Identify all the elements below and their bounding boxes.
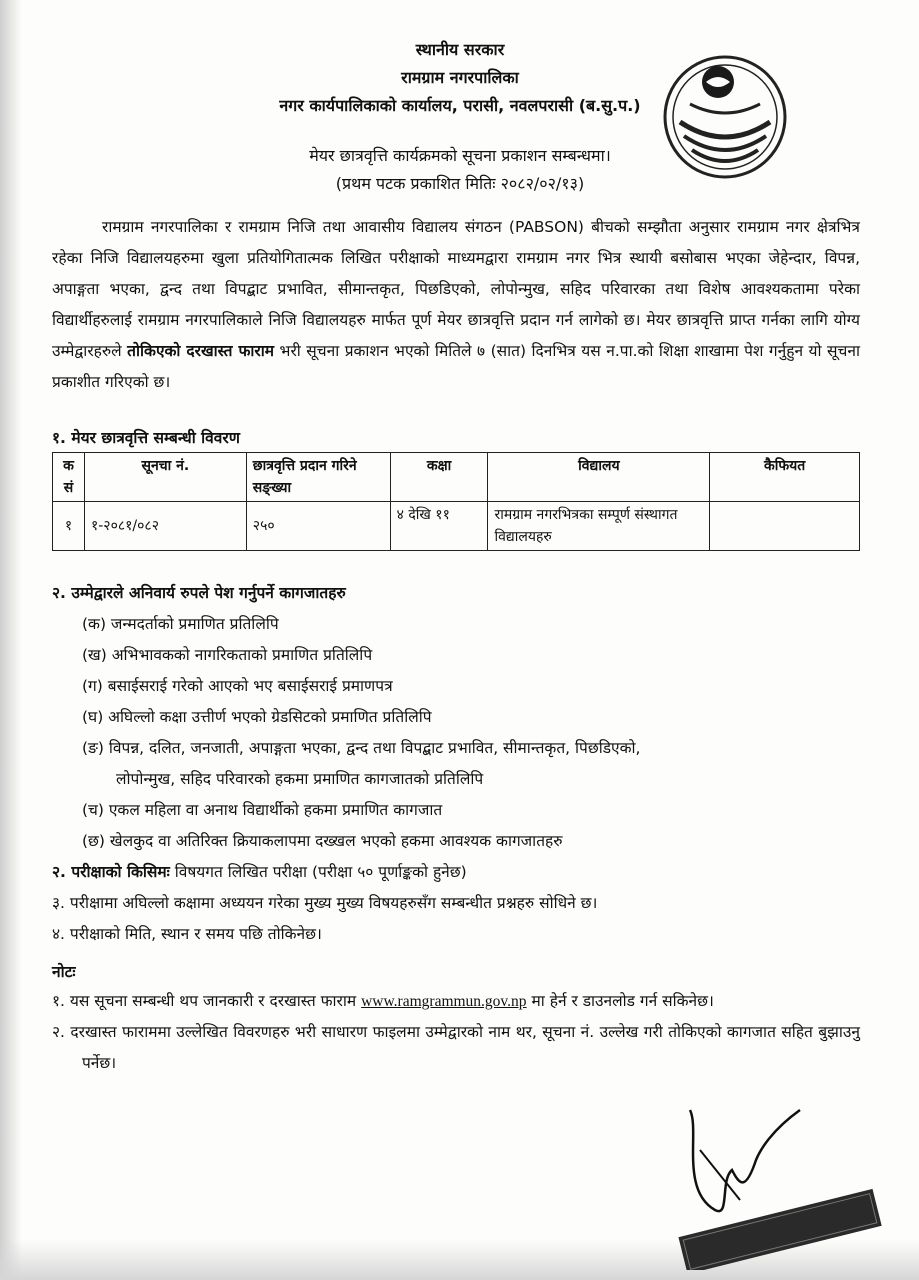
signature-stamp-icon xyxy=(660,1090,890,1270)
documents-section xyxy=(52,578,860,950)
list-item: (ङ) विपन्न, दलित, जनजाती, अपाङ्गता भएका, द्वन्द तथा विपद्बाट प्रभावित, सीमान्तकृत, पिछडिएको, xyxy=(82,739,641,757)
notes-title: नोटः xyxy=(52,963,76,981)
note-1-text-b: मा हेर्न र डाउनलोड गर्न सकिनेछ। xyxy=(531,992,714,1010)
letterhead xyxy=(200,36,720,120)
cell-notice-no: १-२०८१/०८२ xyxy=(84,502,246,551)
col-header-remarks: कैफियत xyxy=(710,453,860,502)
cell-remarks xyxy=(710,502,860,551)
intro-text-1: रामग्राम नगरपालिका र रामग्राम निजि तथा आवासीय विद्यालय संगठन (PABSON) बीचको सम्झौता अनुसार रामग्राम नगर क्षेत्रभित्र रहेका निजि विद्यालयहरुमा खुला प्रतियोगितात्मक लिखित परीक्षाको माध्यमद्वारा रामग्राम नगर भित्र स्थायी बसोबास भएका जेहेन्दार, विपन्न, अपाङ्गता भएका, द्वन्द तथा विपद्बाट प्रभावित, सीमान्तकृत, पिछडिएको, लोपोन्मुख, सहिद परिवारका तथा विशेष आवश्यकतामा परेका विद्यार्थीहरुलाई रामग्राम नगरपालिकाले निजि विद्यालयहरु मार्फत पूर्ण मेयर छात्रवृत्ति प्रदान गर्न लागेको छ। मेयर छात्रवृत्ति प्राप्त गर्नका लागि योग्य उम्मेद्वारहरुले xyxy=(52,218,860,360)
list-item: (क) जन्मदर्ताको प्रमाणित प्रतिलिपि xyxy=(82,615,279,633)
section-1-title: १. मेयर छात्रवृत्ति सम्बन्धी विवरण xyxy=(52,429,240,447)
website-link[interactable]: www.ramgrammun.gov.np xyxy=(361,993,527,1010)
col-header-serial: क सं xyxy=(53,453,85,502)
intro-bold-text: तोकिएको दरखास्त फाराम xyxy=(127,342,275,360)
subject-title: मेयर छात्रवृत्ति कार्यक्रमको सूचना प्रकाशन सम्बन्धमा। xyxy=(309,146,611,165)
exam-subject-point: ३. परीक्षामा अघिल्लो कक्षामा अध्ययन गरेका मुख्य मुख्य विषयहरुसँग सम्बन्धीत प्रश्नहरु सोधिने छ। xyxy=(52,894,598,912)
cell-class: ४ देखि ११ xyxy=(390,502,488,551)
note-item-1 xyxy=(52,986,860,1017)
table-header-row xyxy=(53,453,860,502)
note-item-2: २. दरखास्त फाराममा उल्लेखित विवरणहरु भरी साधारण फाइलमा उम्मेद्वारको नाम थर, सूचना नं. उल्लेख गरी तोकिएको कागजात सहित बुझाउनु पर्नेछ। xyxy=(52,1023,860,1072)
section-2-title: २. उम्मेद्वारले अनिवार्य रुपले पेश गर्नुपर्ने कागजातहरु xyxy=(52,584,346,602)
col-header-notice-no: सूनचा नं. xyxy=(84,453,246,502)
table-row xyxy=(53,502,860,551)
note-1-text-a: १. यस सूचना सम्बन्धी थप जानकारी र दरखास्त फाराम xyxy=(52,992,357,1010)
cell-school: रामग्राम नगरभित्रका सम्पूर्ण संस्थागत विद्यालयहरु xyxy=(488,502,710,551)
exam-type-text: विषयगत लिखित परीक्षा (परीक्षा ५० पूर्णाङ्कको हुनेछ) xyxy=(174,863,467,881)
list-item: (च) एकल महिला वा अनाथ विद्यार्थीको हकमा प्रमाणित कागजात xyxy=(82,801,443,819)
header-line-1: स्थानीय सरकार xyxy=(415,40,505,59)
list-item: (ग) बसाईसराई गरेको आएको भए बसाईसराई प्रमाणपत्र xyxy=(82,677,393,695)
notice-subject xyxy=(200,142,720,198)
intro-text-2: भरी सूचना प्रकाशन भएको मितिले ७ (सात) दिनभित्र यस न.पा.को शिक्षा शाखामा पेश गर्नुहुन यो सूचना प्रकाशीत गरिएको छ। xyxy=(52,342,860,391)
col-header-count: छात्रवृत्ति प्रदान गरिने सङ्ख्या xyxy=(246,453,390,502)
list-item: (घ) अघिल्लो कक्षा उत्तीर्ण भएको ग्रेडसिटको प्रमाणित प्रतिलिपि xyxy=(82,708,432,726)
list-item: (ख) अभिभावकको नागरिकताको प्रमाणित प्रतिलिपि xyxy=(82,646,373,664)
col-header-school: विद्यालय xyxy=(488,453,710,502)
col-header-class: कक्षा xyxy=(390,453,488,502)
exam-type-label: २. परीक्षाको किसिमः xyxy=(52,863,170,881)
list-item: लोपोन्मुख, सहिद परिवारको हकमा प्रमाणित कागजातको प्रतिलिपि xyxy=(116,770,484,788)
published-date: (प्रथम पटक प्रकाशित मितिः २०८२/०२/१३) xyxy=(335,174,585,193)
intro-paragraph xyxy=(52,212,860,398)
exam-type-point xyxy=(52,857,860,888)
page-edge-shadow xyxy=(0,0,22,1280)
notes-section xyxy=(52,986,860,1079)
cell-serial: १ xyxy=(53,502,85,551)
list-item: (छ) खेलकुद वा अतिरिक्त क्रियाकलापमा दख्खल भएको हकमा आवश्यक कागजातहरु xyxy=(82,832,563,850)
exam-schedule-point: ४. परीक्षाको मिति, स्थान र समय पछि तोकिनेछ। xyxy=(52,925,322,943)
scholarship-table xyxy=(52,452,860,551)
header-line-3: नगर कार्यपालिकाको कार्यालय, परासी, नवलपरासी (ब.सु.प.) xyxy=(279,96,641,115)
header-line-2: रामग्राम नगरपालिका xyxy=(401,68,519,87)
cell-count: २५० xyxy=(246,502,390,551)
